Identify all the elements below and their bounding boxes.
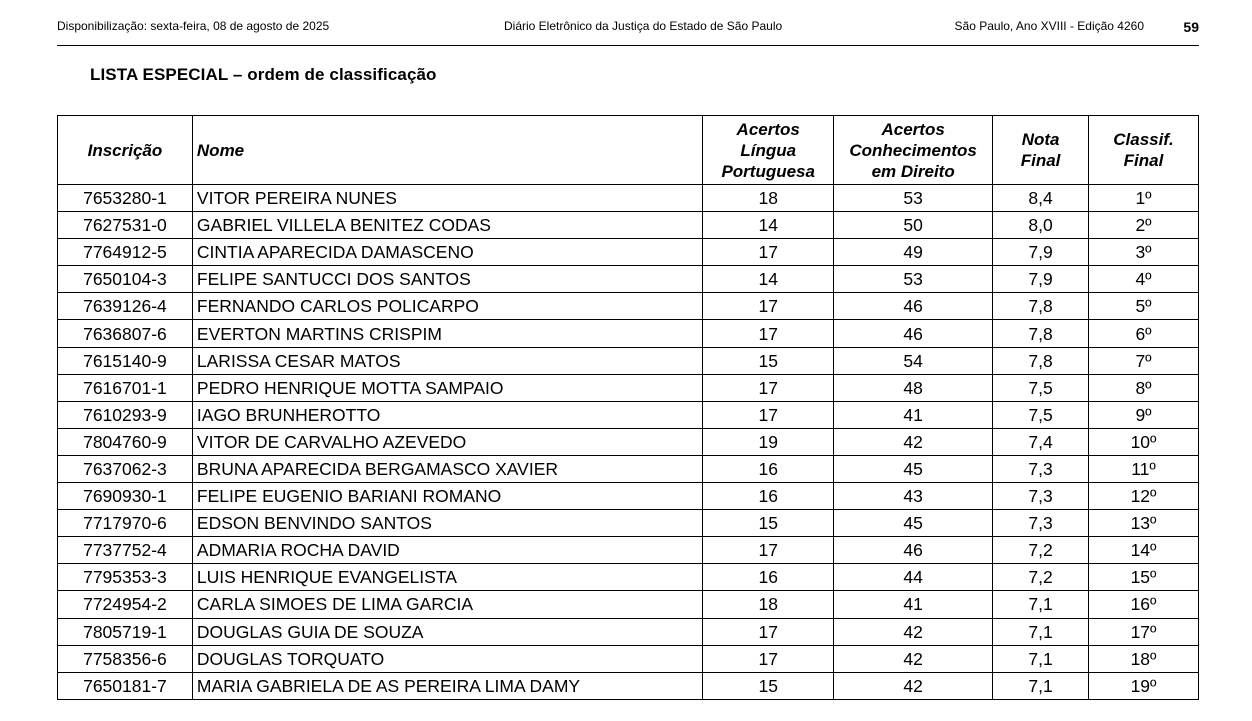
cell-inscricao: 7627531-0	[58, 212, 193, 239]
cell-acertos-lingua: 16	[703, 455, 834, 482]
cell-acertos-lingua: 17	[703, 401, 834, 428]
cell-nome: LARISSA CESAR MATOS	[192, 347, 702, 374]
cell-acertos-direito: 42	[834, 672, 993, 699]
cell-acertos-lingua: 17	[703, 645, 834, 672]
publication-date: Disponibilização: sexta-feira, 08 de agosto de 2025	[57, 19, 330, 33]
column-header-classif-final: Classif. Final	[1089, 116, 1199, 185]
cell-nome: PEDRO HENRIQUE MOTTA SAMPAIO	[192, 374, 702, 401]
cell-inscricao: 7805719-1	[58, 618, 193, 645]
cell-nome: BRUNA APARECIDA BERGAMASCO XAVIER	[192, 455, 702, 482]
cell-classificacao: 5º	[1089, 293, 1199, 320]
column-header-nome: Nome	[192, 116, 702, 185]
column-header-acertos-lingua: Acertos Língua Portuguesa	[703, 116, 834, 185]
cell-acertos-lingua: 15	[703, 347, 834, 374]
cell-classificacao: 8º	[1089, 374, 1199, 401]
cell-acertos-lingua: 15	[703, 510, 834, 537]
cell-classificacao: 17º	[1089, 618, 1199, 645]
classification-table	[57, 115, 1199, 700]
cell-nome: IAGO BRUNHEROTTO	[192, 401, 702, 428]
cell-acertos-lingua: 18	[703, 185, 834, 212]
cell-inscricao: 7653280-1	[58, 185, 193, 212]
cell-nota-final: 7,4	[993, 428, 1089, 455]
cell-nota-final: 7,1	[993, 672, 1089, 699]
cell-classificacao: 4º	[1089, 266, 1199, 293]
cell-acertos-direito: 46	[834, 320, 993, 347]
cell-acertos-direito: 50	[834, 212, 993, 239]
cell-nota-final: 7,5	[993, 401, 1089, 428]
cell-inscricao: 7717970-6	[58, 510, 193, 537]
page-header	[57, 19, 1199, 46]
cell-nota-final: 7,1	[993, 591, 1089, 618]
cell-classificacao: 1º	[1089, 185, 1199, 212]
cell-acertos-direito: 49	[834, 239, 993, 266]
cell-nota-final: 7,2	[993, 564, 1089, 591]
cell-nota-final: 7,2	[993, 537, 1089, 564]
cell-classificacao: 14º	[1089, 537, 1199, 564]
cell-nome: EDSON BENVINDO SANTOS	[192, 510, 702, 537]
cell-nota-final: 7,9	[993, 239, 1089, 266]
edition-info: São Paulo, Ano XVIII - Edição 4260	[954, 19, 1144, 33]
cell-nome: DOUGLAS TORQUATO	[192, 645, 702, 672]
cell-classificacao: 13º	[1089, 510, 1199, 537]
cell-acertos-direito: 53	[834, 185, 993, 212]
cell-nota-final: 7,8	[993, 320, 1089, 347]
cell-acertos-lingua: 14	[703, 266, 834, 293]
cell-acertos-lingua: 14	[703, 212, 834, 239]
cell-acertos-direito: 46	[834, 537, 993, 564]
cell-inscricao: 7637062-3	[58, 455, 193, 482]
table-row	[58, 618, 1199, 645]
cell-classificacao: 9º	[1089, 401, 1199, 428]
table-row	[58, 239, 1199, 266]
cell-nota-final: 7,8	[993, 347, 1089, 374]
cell-inscricao: 7615140-9	[58, 347, 193, 374]
cell-inscricao: 7758356-6	[58, 645, 193, 672]
table-row	[58, 591, 1199, 618]
table-row	[58, 564, 1199, 591]
table-row	[58, 510, 1199, 537]
table-row	[58, 374, 1199, 401]
table-header-row	[58, 116, 1199, 185]
cell-nome: FELIPE SANTUCCI DOS SANTOS	[192, 266, 702, 293]
cell-nota-final: 7,3	[993, 510, 1089, 537]
cell-acertos-lingua: 16	[703, 564, 834, 591]
page-number: 59	[1183, 19, 1199, 35]
cell-acertos-direito: 44	[834, 564, 993, 591]
cell-acertos-lingua: 17	[703, 618, 834, 645]
cell-inscricao: 7610293-9	[58, 401, 193, 428]
cell-classificacao: 7º	[1089, 347, 1199, 374]
table-row	[58, 455, 1199, 482]
cell-nome: VITOR DE CARVALHO AZEVEDO	[192, 428, 702, 455]
cell-nome: EVERTON MARTINS CRISPIM	[192, 320, 702, 347]
cell-acertos-direito: 45	[834, 455, 993, 482]
cell-inscricao: 7650181-7	[58, 672, 193, 699]
cell-inscricao: 7650104-3	[58, 266, 193, 293]
table-row	[58, 212, 1199, 239]
cell-acertos-lingua: 18	[703, 591, 834, 618]
cell-acertos-direito: 42	[834, 645, 993, 672]
cell-inscricao: 7804760-9	[58, 428, 193, 455]
cell-acertos-lingua: 19	[703, 428, 834, 455]
cell-nota-final: 7,3	[993, 455, 1089, 482]
cell-nome: FELIPE EUGENIO BARIANI ROMANO	[192, 483, 702, 510]
cell-nome: GABRIEL VILLELA BENITEZ CODAS	[192, 212, 702, 239]
cell-nome: LUIS HENRIQUE EVANGELISTA	[192, 564, 702, 591]
cell-inscricao: 7636807-6	[58, 320, 193, 347]
cell-nome: DOUGLAS GUIA DE SOUZA	[192, 618, 702, 645]
cell-acertos-lingua: 16	[703, 483, 834, 510]
cell-acertos-direito: 41	[834, 591, 993, 618]
cell-nota-final: 7,1	[993, 618, 1089, 645]
cell-classificacao: 16º	[1089, 591, 1199, 618]
cell-acertos-lingua: 17	[703, 320, 834, 347]
cell-nota-final: 7,8	[993, 293, 1089, 320]
cell-classificacao: 10º	[1089, 428, 1199, 455]
cell-acertos-direito: 43	[834, 483, 993, 510]
cell-acertos-lingua: 17	[703, 537, 834, 564]
cell-acertos-lingua: 17	[703, 374, 834, 401]
table-row	[58, 645, 1199, 672]
cell-acertos-lingua: 17	[703, 239, 834, 266]
cell-acertos-lingua: 17	[703, 293, 834, 320]
cell-nota-final: 8,0	[993, 212, 1089, 239]
cell-classificacao: 11º	[1089, 455, 1199, 482]
table-row	[58, 537, 1199, 564]
cell-acertos-direito: 54	[834, 347, 993, 374]
cell-acertos-direito: 42	[834, 618, 993, 645]
cell-classificacao: 15º	[1089, 564, 1199, 591]
table-row	[58, 347, 1199, 374]
cell-inscricao: 7764912-5	[58, 239, 193, 266]
cell-nota-final: 7,5	[993, 374, 1089, 401]
cell-nome: CARLA SIMOES DE LIMA GARCIA	[192, 591, 702, 618]
cell-acertos-direito: 46	[834, 293, 993, 320]
cell-nome: CINTIA APARECIDA DAMASCENO	[192, 239, 702, 266]
list-title: LISTA ESPECIAL – ordem de classificação	[90, 65, 437, 84]
table-row	[58, 401, 1199, 428]
cell-nota-final: 7,9	[993, 266, 1089, 293]
column-header-nota-final: Nota Final	[993, 116, 1089, 185]
cell-acertos-lingua: 15	[703, 672, 834, 699]
cell-classificacao: 2º	[1089, 212, 1199, 239]
cell-acertos-direito: 53	[834, 266, 993, 293]
cell-acertos-direito: 48	[834, 374, 993, 401]
cell-nome: FERNANDO CARLOS POLICARPO	[192, 293, 702, 320]
cell-inscricao: 7639126-4	[58, 293, 193, 320]
cell-nome: MARIA GABRIELA DE AS PEREIRA LIMA DAMY	[192, 672, 702, 699]
cell-nota-final: 8,4	[993, 185, 1089, 212]
column-header-inscricao: Inscrição	[58, 116, 193, 185]
table-row	[58, 320, 1199, 347]
cell-classificacao: 6º	[1089, 320, 1199, 347]
cell-classificacao: 19º	[1089, 672, 1199, 699]
cell-nota-final: 7,1	[993, 645, 1089, 672]
cell-inscricao: 7616701-1	[58, 374, 193, 401]
column-header-acertos-direito: Acertos Conhecimentos em Direito	[834, 116, 993, 185]
cell-inscricao: 7737752-4	[58, 537, 193, 564]
cell-inscricao: 7690930-1	[58, 483, 193, 510]
table-row	[58, 672, 1199, 699]
cell-inscricao: 7795353-3	[58, 564, 193, 591]
table-row	[58, 483, 1199, 510]
cell-nome: ADMARIA ROCHA DAVID	[192, 537, 702, 564]
cell-classificacao: 18º	[1089, 645, 1199, 672]
table-row	[58, 185, 1199, 212]
journal-name: Diário Eletrônico da Justiça do Estado de São Paulo	[504, 19, 783, 33]
cell-nome: VITOR PEREIRA NUNES	[192, 185, 702, 212]
cell-nota-final: 7,3	[993, 483, 1089, 510]
table-row	[58, 266, 1199, 293]
cell-classificacao: 12º	[1089, 483, 1199, 510]
cell-classificacao: 3º	[1089, 239, 1199, 266]
table-row	[58, 428, 1199, 455]
cell-acertos-direito: 41	[834, 401, 993, 428]
cell-acertos-direito: 45	[834, 510, 993, 537]
table-row	[58, 293, 1199, 320]
cell-inscricao: 7724954-2	[58, 591, 193, 618]
cell-acertos-direito: 42	[834, 428, 993, 455]
